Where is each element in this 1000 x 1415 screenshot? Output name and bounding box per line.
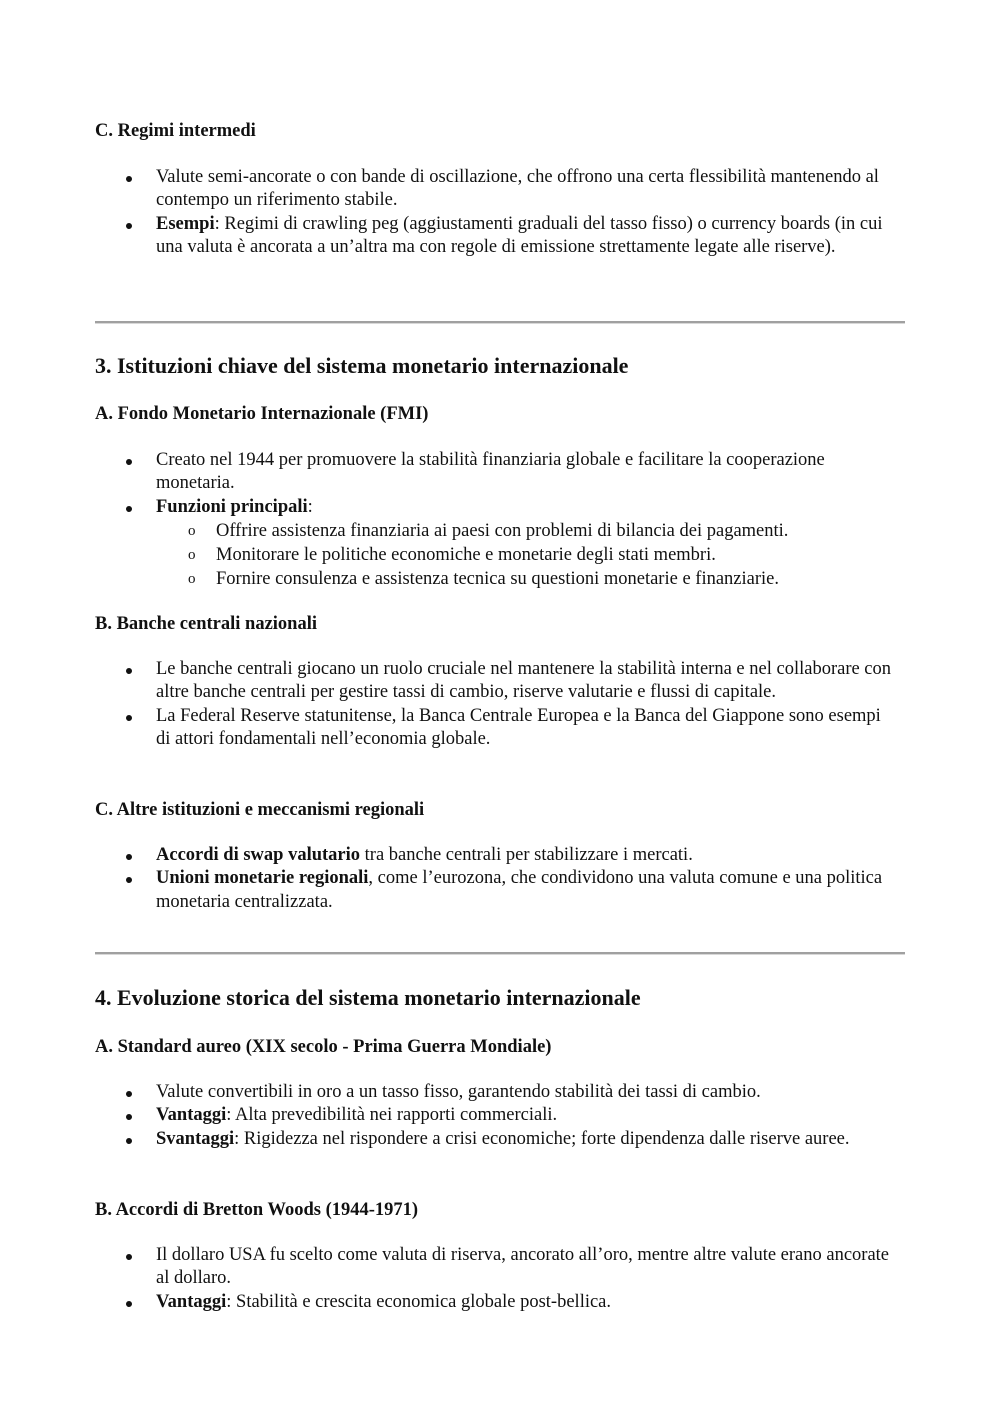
list-item [95, 658, 896, 705]
item-text: Valute convertibili in oro a un tasso fisso, garantendo stabilità dei tassi di cambio. [156, 1082, 761, 1102]
item-bold: Svantaggi [156, 1128, 235, 1149]
circle-bullet-icon: o [188, 571, 196, 588]
subsection-banche-centrali [95, 612, 905, 636]
item-text: Creato nel 1944 per promuovere la stabilità finanziaria globale e facilitare la cooperazione monetaria. [156, 450, 825, 494]
subitem-text: Fornire consulenza e assistenza tecnica su questioni monetarie e finanziarie. [216, 569, 779, 590]
heading-altre-istituzioni: C. Altre istituzioni e meccanismi regionali [95, 800, 425, 820]
sublist-item [156, 567, 896, 591]
section-4-title: 4. Evoluzione storica del sistema monetario internazionale [95, 985, 641, 1010]
item-bold: Vantaggi [156, 1291, 227, 1312]
section-regimi-intermedi [95, 119, 905, 143]
bullet-icon [126, 1114, 132, 1120]
list-item [95, 705, 896, 752]
divider [95, 321, 905, 324]
bullet-icon [126, 506, 132, 512]
item-text: : Rigidezza nel rispondere a crisi economiche; forte dipendenza dalle riserve auree. [234, 1128, 850, 1149]
list-item [95, 166, 896, 213]
list-fmi [95, 449, 905, 591]
item-text: tra banche centrali per stabilizzare i mercati. [360, 845, 693, 865]
list-regimi-intermedi [95, 166, 905, 260]
bullet-icon [126, 223, 132, 229]
bullet-icon [126, 715, 132, 721]
list-bretton-woods [95, 1244, 905, 1314]
list-item [95, 1081, 896, 1104]
list-item [95, 844, 896, 867]
item-text: : Alta prevedibilità nei rapporti commerciali. [226, 1105, 558, 1126]
heading-fmi: A. Fondo Monetario Internazionale (FMI) [95, 404, 429, 424]
bullet-icon [126, 1138, 132, 1144]
list-item [95, 1291, 896, 1314]
item-text: : Stabilità e crescita economica globale post-bellica. [226, 1291, 612, 1312]
bullet-icon [126, 877, 132, 883]
subsection-standard-aureo [95, 1035, 905, 1059]
heading-standard-aureo: A. Standard aureo (XIX secolo - Prima Guerra Mondiale) [95, 1037, 552, 1057]
item-text: : Regimi di crawling peg (aggiustamenti graduali del tasso fisso) o currency boards (in cui una valuta è ancorata a un’altra ma con regole di emissione strettamente legate alle riserve). [156, 213, 883, 258]
subitem-text: Monitorare le politiche economiche e monetarie degli stati membri. [216, 545, 716, 566]
sublist-item [156, 543, 896, 567]
bullet-icon [126, 1254, 132, 1260]
section-4 [95, 984, 905, 1012]
item-text: La Federal Reserve statunitense, la Banca Centrale Europea e la Banca del Giappone sono esempi di attori fondamentali nell’economia globale. [156, 705, 881, 750]
list-item [95, 1128, 896, 1151]
section-3 [95, 352, 905, 380]
divider [95, 952, 905, 955]
section-3-title: 3. Istituzioni chiave del sistema monetario internazionale [95, 353, 629, 378]
bullet-icon [126, 668, 132, 674]
list-banche-centrali [95, 658, 905, 752]
bullet-icon [126, 854, 132, 860]
sublist-funzioni [156, 519, 896, 591]
circle-bullet-icon: o [188, 547, 196, 564]
heading-banche-centrali: B. Banche centrali nazionali [95, 614, 317, 634]
list-standard-aureo [95, 1081, 905, 1151]
list-item [95, 213, 896, 260]
item-bold: Esempi [156, 213, 215, 234]
list-item [95, 1104, 896, 1127]
subitem-text: Offrire assistenza finanziaria ai paesi con problemi di bilancia dei pagamenti. [216, 521, 789, 542]
heading-bretton-woods: B. Accordi di Bretton Woods (1944-1971) [95, 1200, 419, 1220]
list-item [95, 496, 896, 591]
list-item [95, 1244, 896, 1291]
bullet-icon [126, 459, 132, 465]
list-item [95, 867, 896, 914]
subsection-bretton-woods [95, 1198, 905, 1222]
subsection-fmi [95, 402, 905, 426]
list-altre-istituzioni [95, 844, 905, 914]
bullet-icon [126, 1301, 132, 1307]
item-bold: Unioni monetarie regionali [156, 868, 369, 889]
subsection-altre-istituzioni [95, 798, 905, 822]
list-item [95, 449, 896, 496]
circle-bullet-icon: o [188, 523, 196, 540]
item-text: : [307, 496, 313, 517]
item-bold: Vantaggi [156, 1105, 227, 1126]
item-text: , come l’eurozona, che condividono una valuta comune e una politica monetaria centralizzata. [156, 868, 883, 912]
bullet-icon [126, 1091, 132, 1097]
item-text: Le banche centrali giocano un ruolo cruciale nel mantenere la stabilità interna e nel collaborare con altre banche centrali per gestire tassi di cambio, riserve valutarie e flussi di capitale. [156, 659, 892, 703]
heading-regimi-intermedi: C. Regimi intermedi [95, 121, 256, 141]
sublist-item [156, 519, 896, 543]
item-text: Il dollaro USA fu scelto come valuta di riserva, ancorato all’oro, mentre altre valute erano ancorate al dollaro. [156, 1245, 890, 1289]
bullet-icon [126, 176, 132, 182]
item-text: Valute semi-ancorate o con bande di oscillazione, che offrono una certa flessibilità mantenendo al contempo un riferimento stabile. [156, 167, 879, 211]
item-bold: Accordi di swap valutario [156, 845, 361, 865]
item-bold: Funzioni principali [156, 496, 308, 517]
